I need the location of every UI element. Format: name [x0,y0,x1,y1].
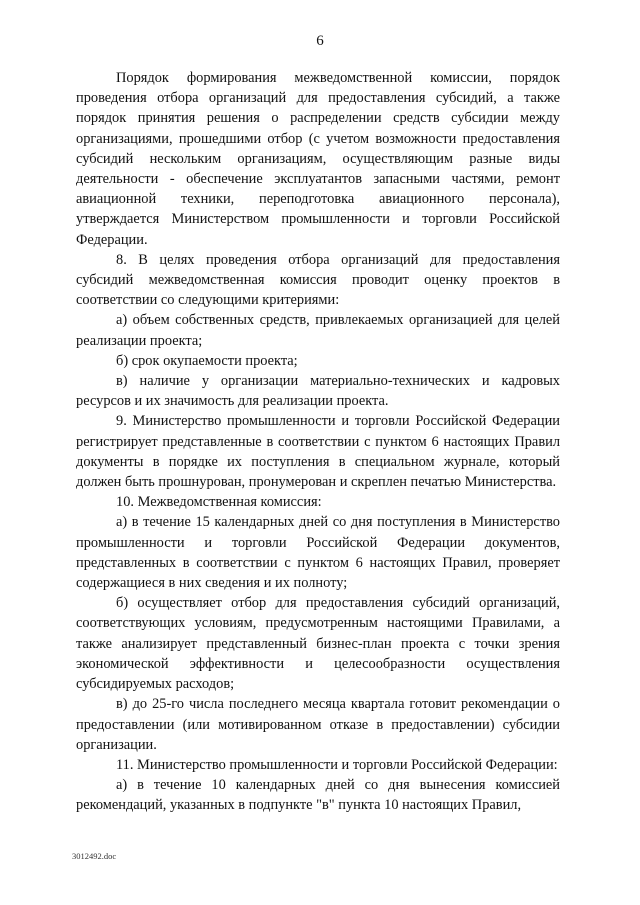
document-body [76,68,560,816]
paragraph-10-intro: 10. Межведомственная комиссия: [116,494,322,511]
paragraph-11-intro: 11. Министерство промышленности и торговли Российской Федерации: [116,756,558,773]
page-number: 6 [316,33,324,49]
paragraph-10c: в) до 25-го числа последнего месяца квартала готовит рекомендации о предоставлении (или мотивированном отказе в предоставлении) субсидии организации. [76,696,560,753]
file-name-footer: 3012492.doc [72,851,117,861]
paragraph-10a: а) в течение 15 календарных дней со дня поступления в Министерство промышленности и торговли Российской Федерации документов, представленных в соответствии с пунктом 6 настоящих Правил, проверяет содержащиеся в них сведения и их полноту; [76,514,560,592]
paragraph-8a: а) объем собственных средств, привлекаемых организацией для целей реализации проекта; [76,312,560,349]
paragraph-8-criteria-intro: 8. В целях проведения отбора организаций для предоставления субсидий межведомственная комиссия проводит оценку проектов в соответствии со следующими критериями: [76,251,560,309]
paragraph-commission-procedure: Порядок формирования межведомственной комиссии, порядок проведения отбора организаций для предоставления субсидий, а также порядок принятия решения о распределении средств субсидии между организациями, прошедшими отбор (с учетом возможности предоставления субсидий нескольким организациям, осуществляющим разные виды деятельности - обеспечение эксплуатантов запасными частями, ремонт авиационной техники, переподготовка авиационного персонала), утверждается Министерством промышленности и торговли Российской Федерации. [76,70,560,248]
paragraph-8b: б) срок окупаемости проекта; [116,352,298,369]
paragraph-8c: в) наличие у организации материально-технических и кадровых ресурсов и их значимость для реализации проекта. [76,373,560,410]
paragraph-10b: б) осуществляет отбор для предоставления субсидий организаций, соответствующих условиям, предусмотренным настоящими Правилами, а также анализирует представленный бизнес-план проекта с точки зрения экономической эффективности и целесообразности осуществления субсидируемых расходов; [76,595,560,693]
paragraph-11a: а) в течение 10 календарных дней со дня вынесения комиссией рекомендаций, указанных в подпункте "в" пункта 10 настоящих Правил, [76,777,560,814]
paragraph-9: 9. Министерство промышленности и торговли Российской Федерации регистрирует представленные в соответствии с пунктом 6 настоящих Правил документы в порядке их поступления в специальном журнале, который должен быть прошнурован, пронумерован и скреплен печатью Министерства. [76,413,560,491]
